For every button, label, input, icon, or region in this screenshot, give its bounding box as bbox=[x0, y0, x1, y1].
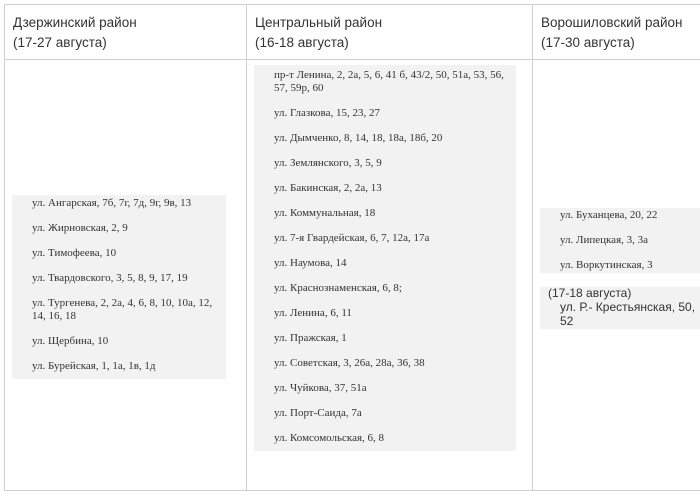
list-item: ул. Щербина, 10 bbox=[32, 335, 109, 347]
list-item: ул. Советская, 3, 26а, 28а, 36, 38 bbox=[274, 357, 425, 369]
extra-dates: (17-18 августа) bbox=[548, 286, 632, 300]
list-item: ул. Ленина, 6, 11 bbox=[274, 307, 352, 319]
list-item: ул. Дымченко, 8, 14, 18, 18а, 18б, 20 bbox=[274, 132, 443, 144]
header-row bbox=[5, 5, 700, 60]
address-list-voroshilovsky-extra bbox=[540, 287, 700, 329]
list-item: ул. Краснознаменская, 6, 8; bbox=[274, 282, 402, 294]
list-item: ул. Ангарская, 7б, 7г, 7д, 9г, 9в, 13 bbox=[32, 197, 192, 209]
district-name: Центральный район bbox=[255, 15, 383, 30]
list-item: ул. Воркутинская, 3 bbox=[560, 259, 653, 271]
schedule-table bbox=[4, 4, 700, 491]
list-item: пр-т Ленина, 2, 2а, 5, 6, 41 б, 43/2, 50, 51а, 53, 56, 57, 59р, 60 bbox=[274, 69, 504, 94]
address-list-voroshilovsky bbox=[540, 208, 700, 273]
list-item: ул. Комсомольская, 6, 8 bbox=[274, 432, 385, 444]
list-item: ул. Тимофеева, 10 bbox=[32, 247, 117, 259]
list-item: ул. Глазкова, 15, 23, 27 bbox=[274, 107, 380, 119]
district-dates: (16-18 августа) bbox=[255, 35, 349, 50]
list-item: ул. Буханцева, 20, 22 bbox=[560, 209, 658, 221]
list-item: ул. Порт-Саида, 7а bbox=[274, 407, 362, 419]
cell-voroshilovsky bbox=[533, 60, 700, 491]
district-name: Дзержинский район bbox=[13, 15, 137, 30]
district-name: Ворошиловский район bbox=[541, 15, 683, 30]
list-item: ул. Бурейская, 1, 1а, 1в, 1д bbox=[32, 360, 156, 372]
content-row bbox=[5, 60, 700, 491]
address-list-dzerzhinsky bbox=[12, 195, 226, 379]
list-item: ул. Липецкая, 3, 3а bbox=[560, 234, 649, 246]
list-item: ул. Пражская, 1 bbox=[274, 332, 347, 344]
list-item: ул. Наумова, 14 bbox=[274, 257, 347, 269]
list-item: ул. Бакинская, 2, 2а, 13 bbox=[274, 182, 382, 194]
district-dates: (17-27 августа) bbox=[13, 35, 107, 50]
list-item: ул. Тургенева, 2, 2а, 4, 6, 8, 10, 10а, 12, 14, 16, 18 bbox=[32, 297, 213, 322]
column-header-central bbox=[247, 5, 533, 60]
cell-dzerzhinsky bbox=[5, 60, 247, 491]
column-header-voroshilovsky bbox=[533, 5, 700, 60]
extra-street: ул. Р.- Крестьянская, 50, 52 bbox=[560, 300, 696, 328]
list-item: ул. Твардовского, 3, 5, 8, 9, 17, 19 bbox=[32, 272, 188, 284]
address-list-central bbox=[254, 65, 516, 451]
list-item: ул. Жирновская, 2, 9 bbox=[32, 222, 128, 234]
list-item: ул. Чуйкова, 37, 51а bbox=[274, 382, 367, 394]
list-item: ул. 7-я Гвардейская, 6, 7, 12а, 17а bbox=[274, 232, 430, 244]
cell-central bbox=[247, 60, 533, 491]
district-dates: (17-30 августа) bbox=[541, 35, 635, 50]
list-item: ул. Коммунальная, 18 bbox=[274, 207, 376, 219]
column-header-dzerzhinsky bbox=[5, 5, 247, 60]
list-item: ул. Землянского, 3, 5, 9 bbox=[274, 157, 382, 169]
